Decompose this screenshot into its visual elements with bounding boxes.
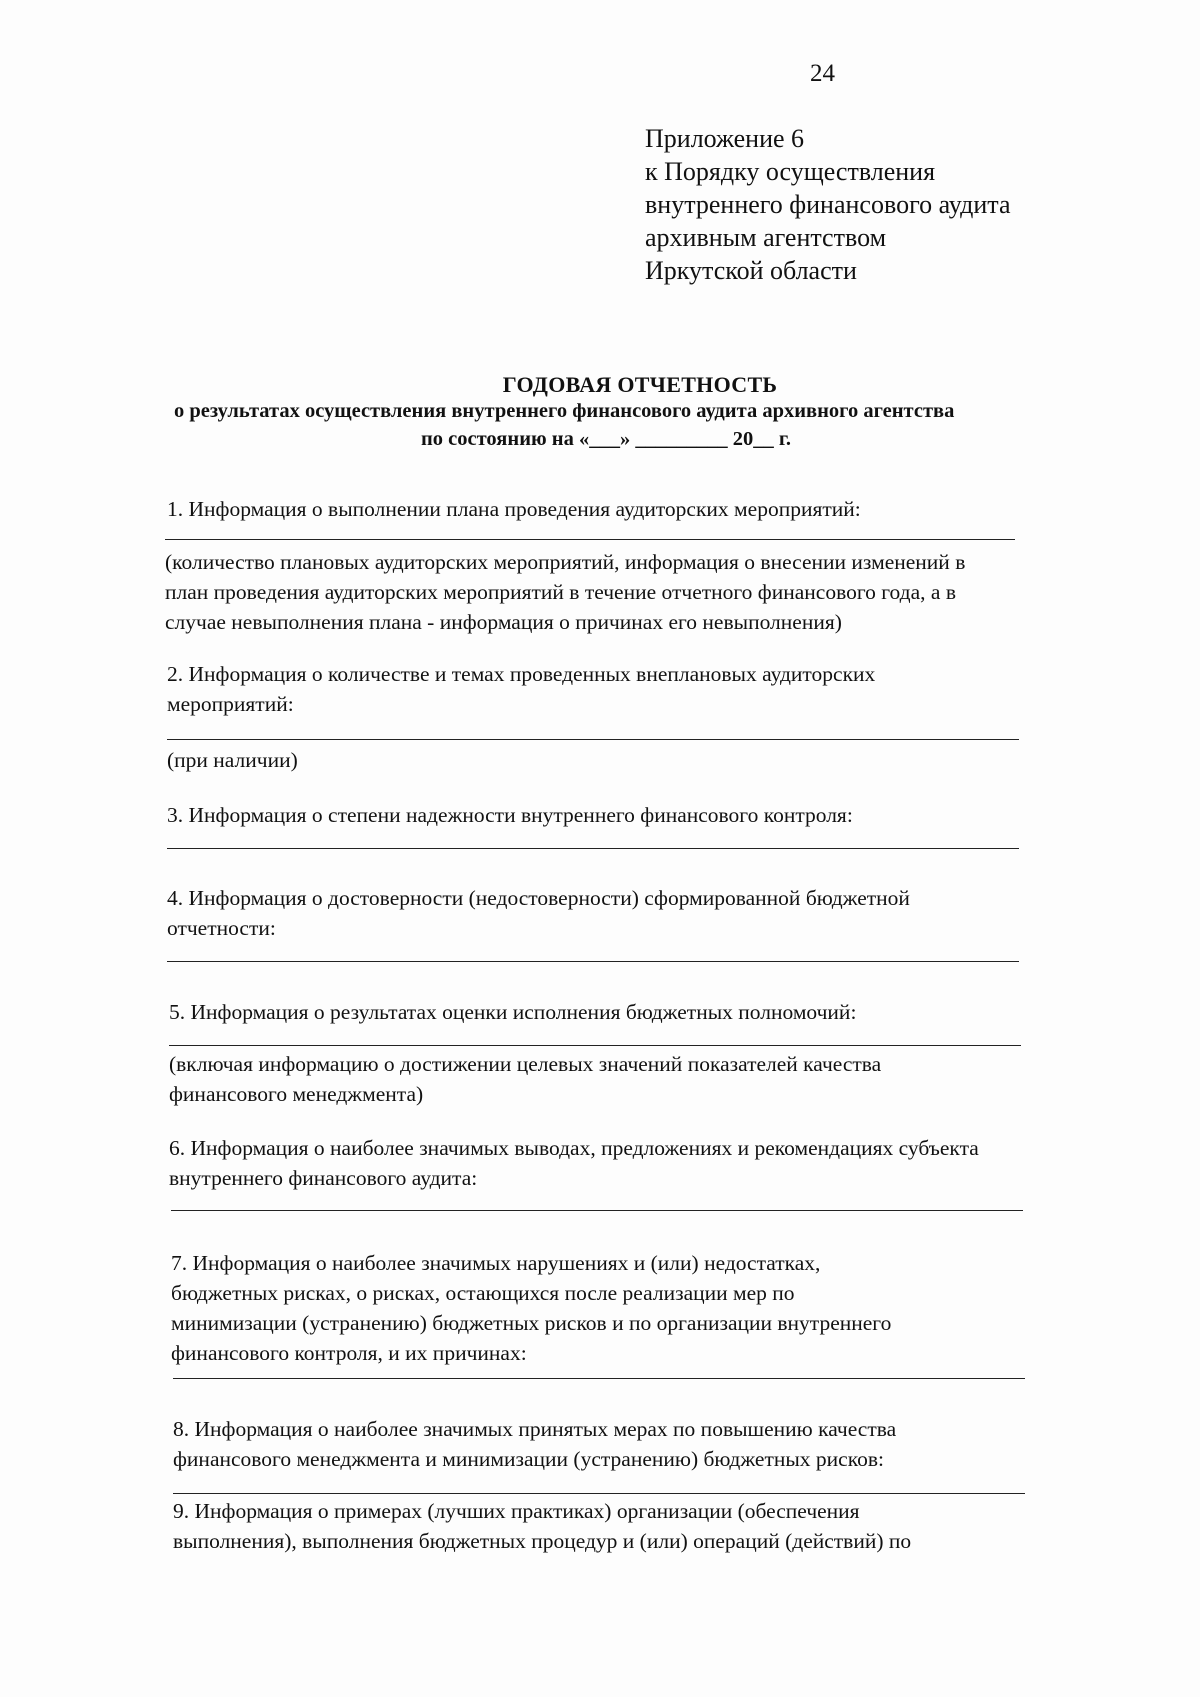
report-subtitle: о результатах осуществления внутреннего финансового аудита архивного агентства [174,400,955,422]
section-line: минимизации (устранению) бюджетных рисков и по организации внутреннего [171,1311,892,1335]
section-line: 2. Информация о количестве и темах проведенных внеплановых аудиторских [167,662,876,686]
hint-line: (при наличии) [167,748,298,772]
section-4-heading [167,883,910,943]
section-line: внутреннего финансового аудита: [169,1166,478,1190]
report-title: ГОДОВАЯ ОТЧЕТНОСТЬ [502,372,778,397]
section-4-answer-line [167,961,1019,962]
section-3-heading [167,800,853,830]
section-line: 1. Информация о выполнении плана проведения аудиторских мероприятий: [167,497,861,521]
appendix-line: Приложение 6 [645,124,805,153]
section-5-answer-line [169,1045,1021,1046]
section-6-heading [169,1133,979,1193]
section-line: 8. Информация о наиболее значимых принятых мерах по повышению качества [173,1417,897,1441]
section-line: мероприятий: [167,692,294,716]
section-line: 9. Информация о примерах (лучших практиках) организации (обеспечения [173,1499,860,1523]
section-8-answer-line [173,1493,1025,1494]
section-line: бюджетных рисках, о рисках, остающихся после реализации мер по [171,1281,795,1305]
section-2-answer-line [167,739,1019,740]
hint-line: случае невыполнения плана - информация о причинах его невыполнения) [165,610,842,634]
hint-line: (включая информацию о достижении целевых значений показателей качества [169,1052,882,1076]
appendix-line: к Порядку осуществления [645,157,936,186]
section-8-heading [173,1414,896,1474]
section-5-heading [169,997,856,1027]
hint-line: план проведения аудиторских мероприятий в течение отчетного финансового года, а в [165,580,956,604]
appendix-line: Иркутской области [645,256,857,285]
section-line: отчетности: [167,916,276,940]
section-line: 4. Информация о достоверности (недостоверности) сформированной бюджетной [167,886,910,910]
section-7-heading [171,1248,891,1368]
section-2-heading [167,659,875,719]
section-1-heading [167,494,861,524]
section-line: 7. Информация о наиболее значимых нарушениях и (или) недостатках, [171,1251,821,1275]
section-line: 3. Информация о степени надежности внутреннего финансового контроля: [167,803,853,827]
appendix-block [645,122,1011,287]
hint-line: финансового менеджмента) [169,1082,424,1106]
section-line: финансового менеджмента и минимизации (устранению) бюджетных рисков: [173,1447,884,1471]
section-line: выполнения), выполнения бюджетных процедур и (или) операций (действий) по [173,1529,912,1553]
section-7-answer-line [173,1378,1025,1379]
report-date-line: по состоянию на «___» _________ 20__ г. [421,428,791,450]
section-2-hint [167,745,298,775]
page-number: 24 [810,60,835,87]
section-line: 5. Информация о результатах оценки исполнения бюджетных полномочий: [169,1000,857,1024]
section-line: финансового контроля, и их причинах: [171,1341,527,1365]
section-5-hint [169,1049,881,1109]
section-3-answer-line [167,848,1019,849]
section-6-answer-line [171,1210,1023,1211]
appendix-line: внутреннего финансового аудита [645,190,1011,219]
section-1-answer-line [165,539,1015,540]
hint-line: (количество плановых аудиторских мероприятий, информация о внесении изменений в [165,550,966,574]
section-line: 6. Информация о наиболее значимых выводах, предложениях и рекомендациях субъекта [169,1136,979,1160]
section-9-heading [173,1496,911,1556]
appendix-line: архивным агентством [645,223,887,252]
section-1-hint [165,547,965,637]
